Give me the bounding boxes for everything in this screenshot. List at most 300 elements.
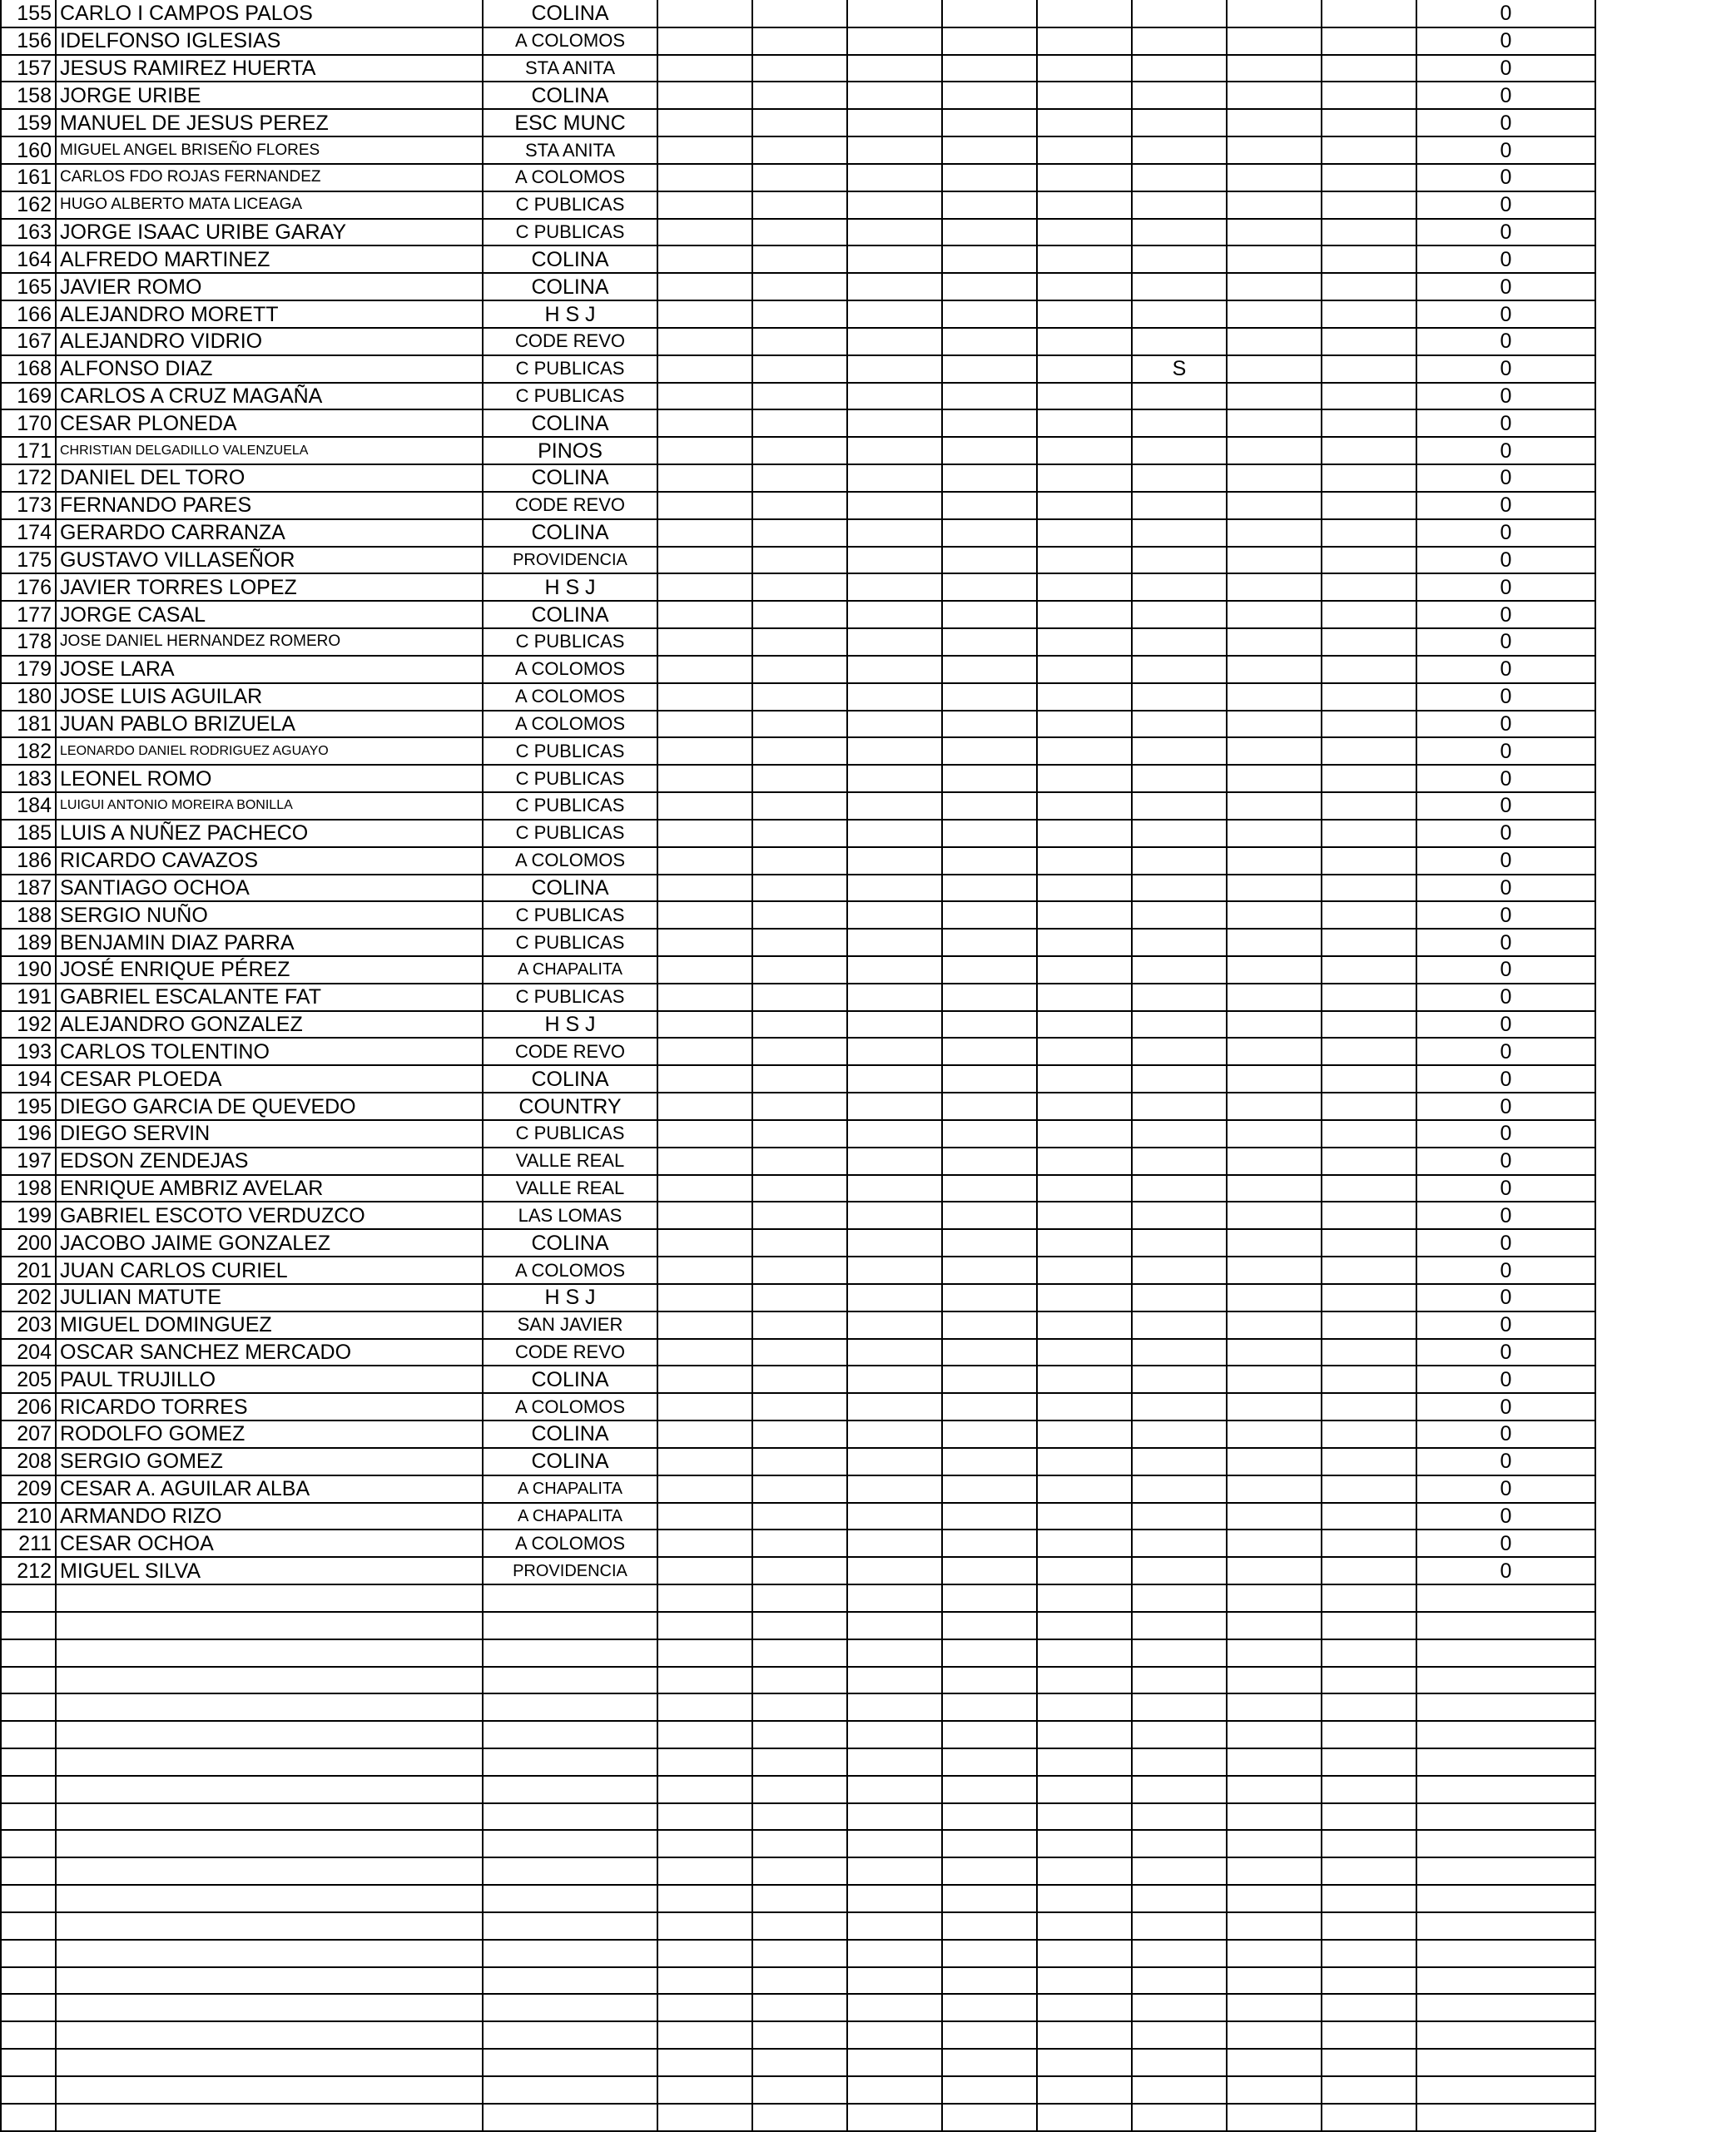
- score-cell[interactable]: [1037, 1366, 1132, 1393]
- score-cell[interactable]: [752, 929, 847, 956]
- score-cell[interactable]: [942, 519, 1037, 547]
- player-name-cell[interactable]: ALEJANDRO MORETT: [56, 300, 483, 328]
- club-cell[interactable]: COUNTRY: [483, 1093, 657, 1120]
- empty-cell[interactable]: [1, 2049, 56, 2076]
- score-cell[interactable]: [1037, 464, 1132, 492]
- club-cell[interactable]: COLINA: [483, 409, 657, 437]
- score-cell[interactable]: [1132, 984, 1227, 1011]
- row-number-cell[interactable]: 169: [1, 383, 56, 410]
- empty-cell[interactable]: [1322, 2021, 1416, 2049]
- empty-cell[interactable]: [1, 1584, 56, 1612]
- score-cell[interactable]: [942, 711, 1037, 738]
- empty-cell[interactable]: [56, 1912, 483, 1940]
- empty-cell[interactable]: [1132, 2021, 1227, 2049]
- score-cell[interactable]: [1037, 956, 1132, 984]
- score-cell[interactable]: [1037, 300, 1132, 328]
- score-cell[interactable]: [1322, 0, 1416, 27]
- empty-cell[interactable]: [1416, 2104, 1595, 2131]
- score-cell[interactable]: [657, 55, 752, 82]
- player-name-cell[interactable]: DIEGO GARCIA DE QUEVEDO: [56, 1093, 483, 1120]
- empty-cell[interactable]: [483, 1693, 657, 1721]
- row-number-cell[interactable]: 201: [1, 1257, 56, 1284]
- player-name-cell[interactable]: RODOLFO GOMEZ: [56, 1421, 483, 1448]
- player-name-cell[interactable]: GUSTAVO VILLASEÑOR: [56, 547, 483, 574]
- empty-cell[interactable]: [1132, 1693, 1227, 1721]
- empty-cell[interactable]: [657, 1584, 752, 1612]
- empty-cell[interactable]: [1132, 1721, 1227, 1748]
- club-cell[interactable]: H S J: [483, 300, 657, 328]
- score-cell[interactable]: [657, 1475, 752, 1503]
- empty-cell[interactable]: [1227, 1639, 1322, 1667]
- score-cell[interactable]: [657, 1557, 752, 1584]
- score-cell[interactable]: [657, 1148, 752, 1175]
- score-cell[interactable]: [1037, 875, 1132, 902]
- empty-cell[interactable]: [1037, 1940, 1132, 1967]
- empty-cell[interactable]: [752, 1830, 847, 1857]
- empty-cell[interactable]: [1227, 1612, 1322, 1639]
- club-cell[interactable]: VALLE REAL: [483, 1148, 657, 1175]
- club-cell[interactable]: COLINA: [483, 601, 657, 628]
- score-cell[interactable]: [657, 437, 752, 464]
- empty-cell[interactable]: [1322, 1803, 1416, 1831]
- empty-cell[interactable]: [942, 1803, 1037, 1831]
- score-cell[interactable]: [942, 191, 1037, 219]
- empty-cell[interactable]: [483, 1994, 657, 2021]
- score-cell[interactable]: [752, 1530, 847, 1557]
- empty-cell[interactable]: [1, 2021, 56, 2049]
- score-cell[interactable]: [1132, 191, 1227, 219]
- total-cell[interactable]: 0: [1416, 765, 1595, 792]
- club-cell[interactable]: A COLOMOS: [483, 1393, 657, 1421]
- score-cell[interactable]: [847, 55, 942, 82]
- total-cell[interactable]: 0: [1416, 1311, 1595, 1339]
- score-cell[interactable]: [942, 328, 1037, 355]
- row-number-cell[interactable]: 189: [1, 929, 56, 956]
- score-cell[interactable]: [1322, 1011, 1416, 1039]
- score-cell[interactable]: [1227, 1229, 1322, 1257]
- empty-cell[interactable]: [483, 1857, 657, 1885]
- score-cell[interactable]: [1322, 1257, 1416, 1284]
- empty-cell[interactable]: [942, 1994, 1037, 2021]
- row-number-cell[interactable]: 198: [1, 1175, 56, 1202]
- score-cell[interactable]: [942, 929, 1037, 956]
- score-cell[interactable]: [1322, 328, 1416, 355]
- score-cell[interactable]: [657, 683, 752, 711]
- total-cell[interactable]: 0: [1416, 1448, 1595, 1475]
- score-cell[interactable]: [752, 737, 847, 765]
- row-number-cell[interactable]: 209: [1, 1475, 56, 1503]
- score-cell[interactable]: [1322, 355, 1416, 383]
- empty-cell[interactable]: [657, 1830, 752, 1857]
- score-cell[interactable]: [752, 383, 847, 410]
- score-cell[interactable]: [1322, 1202, 1416, 1229]
- empty-cell[interactable]: [657, 1912, 752, 1940]
- row-number-cell[interactable]: 211: [1, 1530, 56, 1557]
- club-cell[interactable]: H S J: [483, 573, 657, 601]
- score-cell[interactable]: [657, 27, 752, 55]
- score-cell[interactable]: [1227, 1530, 1322, 1557]
- empty-cell[interactable]: [1227, 1776, 1322, 1803]
- score-cell[interactable]: [752, 984, 847, 1011]
- row-number-cell[interactable]: 178: [1, 628, 56, 656]
- player-name-cell[interactable]: EDSON ZENDEJAS: [56, 1148, 483, 1175]
- player-name-cell[interactable]: JORGE URIBE: [56, 82, 483, 109]
- row-number-cell[interactable]: 186: [1, 847, 56, 875]
- score-cell[interactable]: [1132, 929, 1227, 956]
- empty-cell[interactable]: [752, 1667, 847, 1694]
- score-cell[interactable]: [657, 492, 752, 519]
- score-cell[interactable]: [1132, 300, 1227, 328]
- score-cell[interactable]: [752, 601, 847, 628]
- score-cell[interactable]: [752, 1366, 847, 1393]
- total-cell[interactable]: 0: [1416, 1148, 1595, 1175]
- score-cell[interactable]: [657, 1229, 752, 1257]
- empty-cell[interactable]: [942, 1885, 1037, 1912]
- club-cell[interactable]: STA ANITA: [483, 136, 657, 164]
- score-cell[interactable]: [752, 765, 847, 792]
- empty-cell[interactable]: [1227, 1830, 1322, 1857]
- score-cell[interactable]: [1132, 109, 1227, 136]
- score-cell[interactable]: [1132, 1257, 1227, 1284]
- score-cell[interactable]: [1037, 1065, 1132, 1093]
- score-cell[interactable]: [942, 464, 1037, 492]
- score-cell[interactable]: [1227, 409, 1322, 437]
- empty-cell[interactable]: [1037, 1639, 1132, 1667]
- empty-cell[interactable]: [657, 2104, 752, 2131]
- score-cell[interactable]: [1132, 1503, 1227, 1530]
- score-cell[interactable]: [1037, 628, 1132, 656]
- empty-cell[interactable]: [657, 1857, 752, 1885]
- score-cell[interactable]: [847, 656, 942, 683]
- empty-cell[interactable]: [1132, 2049, 1227, 2076]
- score-cell[interactable]: [1227, 55, 1322, 82]
- empty-cell[interactable]: [1, 1885, 56, 1912]
- score-cell[interactable]: [657, 628, 752, 656]
- empty-cell[interactable]: [1132, 1885, 1227, 1912]
- score-cell[interactable]: [1227, 1393, 1322, 1421]
- score-cell[interactable]: [1227, 1557, 1322, 1584]
- score-cell[interactable]: [1227, 1038, 1322, 1065]
- empty-cell[interactable]: [1227, 1748, 1322, 1776]
- row-number-cell[interactable]: 208: [1, 1448, 56, 1475]
- score-cell[interactable]: [847, 164, 942, 191]
- total-cell[interactable]: 0: [1416, 1557, 1595, 1584]
- score-cell[interactable]: [1132, 1557, 1227, 1584]
- score-cell[interactable]: [942, 1393, 1037, 1421]
- empty-cell[interactable]: [942, 1776, 1037, 1803]
- total-cell[interactable]: 0: [1416, 492, 1595, 519]
- empty-cell[interactable]: [1227, 2021, 1322, 2049]
- score-cell[interactable]: [1227, 1421, 1322, 1448]
- score-cell[interactable]: [1227, 1093, 1322, 1120]
- score-cell[interactable]: [1227, 191, 1322, 219]
- empty-cell[interactable]: [1, 1639, 56, 1667]
- row-number-cell[interactable]: 190: [1, 956, 56, 984]
- club-cell[interactable]: C PUBLICAS: [483, 929, 657, 956]
- empty-cell[interactable]: [752, 1584, 847, 1612]
- score-cell[interactable]: [1322, 464, 1416, 492]
- total-cell[interactable]: 0: [1416, 737, 1595, 765]
- empty-cell[interactable]: [483, 1803, 657, 1831]
- score-cell[interactable]: [942, 628, 1037, 656]
- empty-cell[interactable]: [847, 1940, 942, 1967]
- empty-cell[interactable]: [1227, 1967, 1322, 1995]
- score-cell[interactable]: [1227, 82, 1322, 109]
- empty-cell[interactable]: [1227, 1667, 1322, 1694]
- empty-cell[interactable]: [942, 1639, 1037, 1667]
- empty-cell[interactable]: [1416, 2021, 1595, 2049]
- empty-cell[interactable]: [1, 1994, 56, 2021]
- score-cell[interactable]: [752, 1311, 847, 1339]
- score-cell[interactable]: [657, 984, 752, 1011]
- score-cell[interactable]: [1227, 956, 1322, 984]
- total-cell[interactable]: 0: [1416, 820, 1595, 847]
- row-number-cell[interactable]: 197: [1, 1148, 56, 1175]
- empty-cell[interactable]: [56, 2076, 483, 2104]
- empty-cell[interactable]: [1227, 1721, 1322, 1748]
- score-cell[interactable]: [942, 1339, 1037, 1366]
- score-cell[interactable]: [1322, 847, 1416, 875]
- score-cell[interactable]: [847, 1148, 942, 1175]
- total-cell[interactable]: 0: [1416, 711, 1595, 738]
- score-cell[interactable]: [847, 437, 942, 464]
- player-name-cell[interactable]: MIGUEL DOMINGUEZ: [56, 1311, 483, 1339]
- club-cell[interactable]: A COLOMOS: [483, 711, 657, 738]
- score-cell[interactable]: [1132, 1366, 1227, 1393]
- score-cell[interactable]: [942, 1202, 1037, 1229]
- score-cell[interactable]: [847, 1065, 942, 1093]
- row-number-cell[interactable]: 188: [1, 901, 56, 929]
- empty-cell[interactable]: [1037, 1857, 1132, 1885]
- club-cell[interactable]: A CHAPALITA: [483, 1503, 657, 1530]
- empty-cell[interactable]: [1037, 1748, 1132, 1776]
- empty-cell[interactable]: [942, 2021, 1037, 2049]
- row-number-cell[interactable]: 172: [1, 464, 56, 492]
- score-cell[interactable]: [752, 1148, 847, 1175]
- empty-cell[interactable]: [942, 1748, 1037, 1776]
- empty-cell[interactable]: [1132, 1857, 1227, 1885]
- empty-cell[interactable]: [752, 2049, 847, 2076]
- score-cell[interactable]: [1322, 1038, 1416, 1065]
- score-cell[interactable]: [657, 1120, 752, 1148]
- club-cell[interactable]: A COLOMOS: [483, 1257, 657, 1284]
- score-cell[interactable]: [1132, 1475, 1227, 1503]
- player-name-cell[interactable]: GABRIEL ESCALANTE FAT: [56, 984, 483, 1011]
- score-cell[interactable]: [1132, 683, 1227, 711]
- score-cell[interactable]: [1227, 1120, 1322, 1148]
- score-cell[interactable]: [847, 929, 942, 956]
- score-cell[interactable]: [847, 847, 942, 875]
- empty-cell[interactable]: [942, 2104, 1037, 2131]
- empty-cell[interactable]: [657, 2049, 752, 2076]
- total-cell[interactable]: 0: [1416, 683, 1595, 711]
- empty-cell[interactable]: [847, 2021, 942, 2049]
- player-name-cell[interactable]: OSCAR SANCHEZ MERCADO: [56, 1339, 483, 1366]
- row-number-cell[interactable]: 195: [1, 1093, 56, 1120]
- empty-cell[interactable]: [483, 1584, 657, 1612]
- score-cell[interactable]: [942, 792, 1037, 820]
- club-cell[interactable]: A COLOMOS: [483, 1530, 657, 1557]
- score-cell[interactable]: [1322, 1366, 1416, 1393]
- club-cell[interactable]: A COLOMOS: [483, 27, 657, 55]
- score-cell[interactable]: [657, 1311, 752, 1339]
- empty-cell[interactable]: [1416, 1693, 1595, 1721]
- score-cell[interactable]: [657, 273, 752, 300]
- empty-cell[interactable]: [1, 1721, 56, 1748]
- score-cell[interactable]: [1037, 792, 1132, 820]
- score-cell[interactable]: [752, 300, 847, 328]
- score-cell[interactable]: [1037, 547, 1132, 574]
- score-cell[interactable]: [942, 1311, 1037, 1339]
- score-cell[interactable]: [847, 519, 942, 547]
- score-cell[interactable]: [1322, 1421, 1416, 1448]
- score-cell[interactable]: [657, 547, 752, 574]
- club-cell[interactable]: C PUBLICAS: [483, 628, 657, 656]
- empty-cell[interactable]: [483, 2049, 657, 2076]
- score-cell[interactable]: [657, 1530, 752, 1557]
- score-cell[interactable]: [752, 683, 847, 711]
- empty-cell[interactable]: [752, 1639, 847, 1667]
- score-cell[interactable]: [942, 601, 1037, 628]
- score-cell[interactable]: [1132, 711, 1227, 738]
- empty-cell[interactable]: [1322, 1885, 1416, 1912]
- score-cell[interactable]: [942, 82, 1037, 109]
- score-cell[interactable]: [1037, 82, 1132, 109]
- empty-cell[interactable]: [56, 2104, 483, 2131]
- score-cell[interactable]: [752, 1229, 847, 1257]
- score-cell[interactable]: [752, 164, 847, 191]
- score-cell[interactable]: [1227, 109, 1322, 136]
- empty-cell[interactable]: [847, 1612, 942, 1639]
- score-cell[interactable]: [1227, 437, 1322, 464]
- score-cell[interactable]: [1322, 737, 1416, 765]
- player-name-cell[interactable]: MIGUEL ANGEL BRISEÑO FLORES: [56, 136, 483, 164]
- score-cell[interactable]: [847, 1530, 942, 1557]
- score-cell[interactable]: [752, 1284, 847, 1311]
- total-cell[interactable]: 0: [1416, 273, 1595, 300]
- empty-cell[interactable]: [657, 2076, 752, 2104]
- empty-cell[interactable]: [1416, 1667, 1595, 1694]
- empty-cell[interactable]: [942, 2076, 1037, 2104]
- score-cell[interactable]: [942, 1065, 1037, 1093]
- club-cell[interactable]: C PUBLICAS: [483, 901, 657, 929]
- empty-cell[interactable]: [1322, 1639, 1416, 1667]
- score-cell[interactable]: [1132, 82, 1227, 109]
- row-number-cell[interactable]: 207: [1, 1421, 56, 1448]
- empty-cell[interactable]: [483, 2076, 657, 2104]
- score-cell[interactable]: [942, 656, 1037, 683]
- score-cell[interactable]: [1227, 601, 1322, 628]
- row-number-cell[interactable]: 167: [1, 328, 56, 355]
- score-cell[interactable]: [942, 547, 1037, 574]
- total-cell[interactable]: 0: [1416, 956, 1595, 984]
- empty-cell[interactable]: [1322, 1612, 1416, 1639]
- score-cell[interactable]: [847, 1011, 942, 1039]
- score-cell[interactable]: [1227, 383, 1322, 410]
- score-cell[interactable]: [1227, 355, 1322, 383]
- score-cell[interactable]: [942, 1530, 1037, 1557]
- total-cell[interactable]: 0: [1416, 437, 1595, 464]
- empty-cell[interactable]: [1037, 1721, 1132, 1748]
- score-cell[interactable]: [1037, 273, 1132, 300]
- empty-cell[interactable]: [1227, 2049, 1322, 2076]
- empty-cell[interactable]: [1037, 1667, 1132, 1694]
- score-cell[interactable]: [942, 109, 1037, 136]
- score-cell[interactable]: [847, 27, 942, 55]
- score-cell[interactable]: [657, 0, 752, 27]
- empty-cell[interactable]: [1, 1967, 56, 1995]
- row-number-cell[interactable]: 194: [1, 1065, 56, 1093]
- empty-cell[interactable]: [1, 1667, 56, 1694]
- score-cell[interactable]: [847, 1475, 942, 1503]
- score-cell[interactable]: [847, 683, 942, 711]
- empty-cell[interactable]: [847, 1994, 942, 2021]
- empty-cell[interactable]: [1416, 1857, 1595, 1885]
- empty-cell[interactable]: [1416, 1776, 1595, 1803]
- score-cell[interactable]: [657, 656, 752, 683]
- empty-cell[interactable]: [847, 1967, 942, 1995]
- club-cell[interactable]: PROVIDENCIA: [483, 1557, 657, 1584]
- score-cell[interactable]: [847, 219, 942, 246]
- score-cell[interactable]: [752, 245, 847, 273]
- score-cell[interactable]: [752, 656, 847, 683]
- score-cell[interactable]: [847, 109, 942, 136]
- score-cell[interactable]: [1322, 191, 1416, 219]
- empty-cell[interactable]: [752, 1612, 847, 1639]
- empty-cell[interactable]: [1132, 1912, 1227, 1940]
- empty-cell[interactable]: [657, 1940, 752, 1967]
- player-name-cell[interactable]: JORGE ISAAC URIBE GARAY: [56, 219, 483, 246]
- score-cell[interactable]: [847, 601, 942, 628]
- club-cell[interactable]: H S J: [483, 1284, 657, 1311]
- empty-cell[interactable]: [847, 2049, 942, 2076]
- score-cell[interactable]: [1227, 464, 1322, 492]
- score-cell[interactable]: [942, 820, 1037, 847]
- score-cell[interactable]: [752, 820, 847, 847]
- score-cell[interactable]: [752, 355, 847, 383]
- empty-cell[interactable]: [1037, 2021, 1132, 2049]
- score-cell[interactable]: [657, 847, 752, 875]
- player-name-cell[interactable]: DANIEL DEL TORO: [56, 464, 483, 492]
- score-cell[interactable]: [1132, 1148, 1227, 1175]
- total-cell[interactable]: 0: [1416, 1229, 1595, 1257]
- total-cell[interactable]: 0: [1416, 1475, 1595, 1503]
- score-cell[interactable]: [1227, 765, 1322, 792]
- score-cell[interactable]: [752, 437, 847, 464]
- empty-cell[interactable]: [1227, 1940, 1322, 1967]
- score-cell[interactable]: [847, 1093, 942, 1120]
- score-cell[interactable]: [1322, 901, 1416, 929]
- score-cell[interactable]: [1322, 519, 1416, 547]
- score-cell[interactable]: [942, 1284, 1037, 1311]
- score-cell[interactable]: S: [1132, 355, 1227, 383]
- club-cell[interactable]: A COLOMOS: [483, 164, 657, 191]
- score-cell[interactable]: [657, 82, 752, 109]
- empty-cell[interactable]: [1322, 2076, 1416, 2104]
- score-cell[interactable]: [1322, 628, 1416, 656]
- score-cell[interactable]: [657, 1503, 752, 1530]
- score-cell[interactable]: [1227, 711, 1322, 738]
- empty-cell[interactable]: [1, 1776, 56, 1803]
- row-number-cell[interactable]: 203: [1, 1311, 56, 1339]
- score-cell[interactable]: [1037, 164, 1132, 191]
- total-cell[interactable]: 0: [1416, 1284, 1595, 1311]
- score-cell[interactable]: [1037, 55, 1132, 82]
- score-cell[interactable]: [1132, 792, 1227, 820]
- player-name-cell[interactable]: FERNANDO PARES: [56, 492, 483, 519]
- empty-cell[interactable]: [657, 1721, 752, 1748]
- row-number-cell[interactable]: 185: [1, 820, 56, 847]
